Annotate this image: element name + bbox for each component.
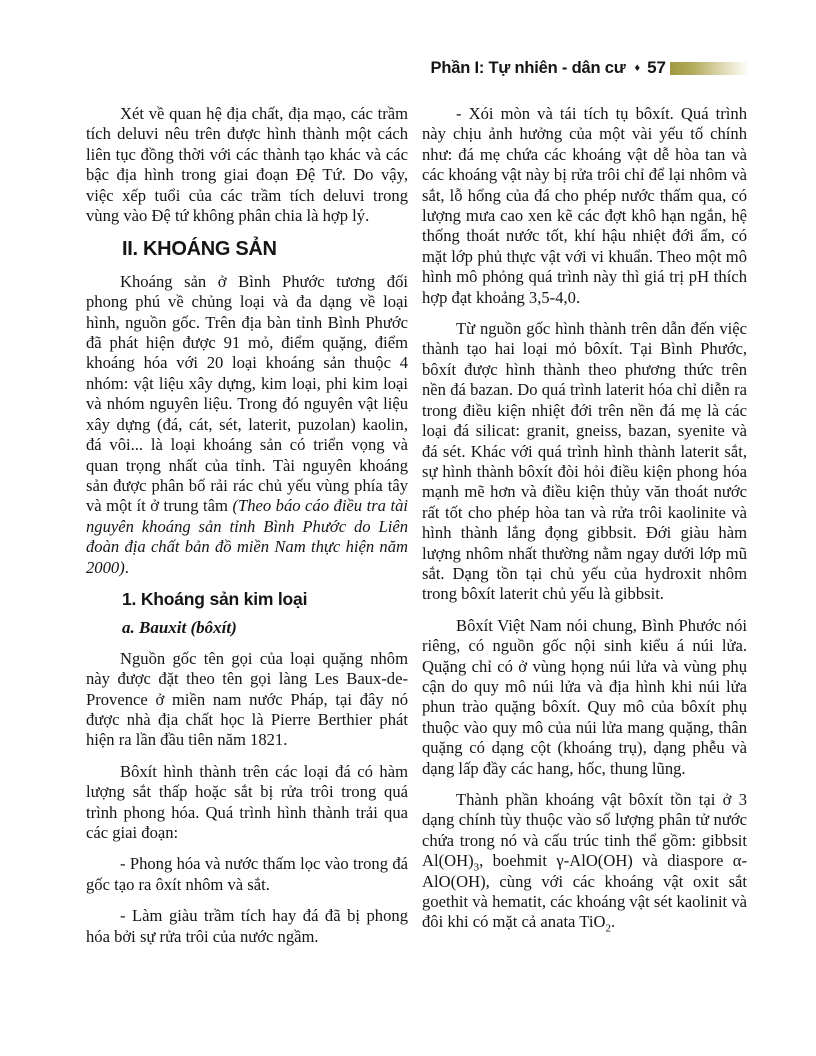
paragraph-bauxite-formation: Bôxít hình thành trên các loại đá có hàm lượng sắt thấp hoặc sắt bị rửa trôi trong quá trình phong hóa. Quá trình hình thành trải qua các giai đoạn:	[86, 761, 408, 842]
item-heading-bauxit: a. Bauxit (bôxít)	[122, 618, 237, 638]
right-column	[422, 104, 747, 958]
paragraph-text-end: .	[124, 557, 129, 577]
paragraph-text-end: .	[610, 912, 616, 932]
paragraph-stage-weathering: - Phong hóa và nước thấm lọc vào trong đá gốc tạo ra ôxít nhôm và sắt.	[86, 854, 408, 894]
subsection-heading-kim-loai: 1. Khoáng sản kim loại	[122, 588, 308, 609]
paragraph-volcanic-origin: Bôxít Việt Nam nói chung, Bình Phước nói riêng, có nguồn gốc nội sinh kiểu á núi lửa. Quặng chỉ có ở vùng họng núi lửa và vùng phụ cận do quy mô núi lửa và địa hình khi núi lửa phun trào quặng bôxít. Quy mô của bôxít phụ thuộc vào quy mô của núi lửa mang quặng, thân quặng có dạng cột (khoáng trụ), dạng phễu và dạng lấp đầy các hang, hốc, thung lũng.	[422, 615, 747, 778]
paragraph-geology: Xét về quan hệ địa chất, địa mạo, các trầm tích deluvi nêu trên được hình thành một cách liên tục đồng thời với các thành tạo khác và các bậc địa hình trong giai đoạn Đệ Tứ. Do vậy, việc xếp tuổi của các trầm tích deluvi trong vùng vào Đệ tứ không phân chia là hợp lý.	[86, 104, 408, 226]
paragraph-stage-enrichment: - Làm giàu trầm tích hay đá đã bị phong hóa bởi sự rửa trôi của nước ngầm.	[86, 906, 408, 946]
left-column	[86, 104, 408, 958]
page-header	[86, 58, 747, 78]
page-number: 57	[647, 58, 666, 77]
paragraph-text: Thành phần khoáng vật bôxít tồn tại ở 3 dạng chính tùy thuộc vào số lượng phân tử nước chứa trong nó và cấu trúc tinh thể gồm: gibbsit Al(OH)	[422, 790, 747, 871]
running-header-title: Phần I: Tự nhiên - dân cư	[430, 58, 626, 77]
section-heading-khoang-san: II. KHOÁNG SẢN	[122, 238, 277, 261]
header-gradient-bar	[670, 62, 747, 75]
paragraph-mineral-composition	[422, 790, 747, 933]
chemical-subscript: 3	[473, 861, 480, 874]
diamond-icon: ♦	[634, 61, 641, 74]
citation-italic: (Theo báo cáo điều tra tài nguyên khoáng sản tỉnh Bình Phước do Liên đoàn địa chất bản đồ miền Nam thực hiện năm 2000)	[86, 496, 408, 577]
paragraph-laterite-formation: Từ nguồn gốc hình thành trên dẫn đến việc thành tạo hai loại mỏ bôxít. Tại Bình Phước, bôxít được hình thành theo phương thức trên nền đá bazan. Do quá trình laterit hóa chỉ diễn ra trong điều kiện nhiệt đới trên nền đá mẹ là các loại đá silicat: granit, gneiss, bazan, syenite và đá sét. Khác với quá trình hình thành laterit sắt, sự hình thành bôxít đòi hỏi điều kiện phong hóa mạnh mẽ hơn và điều kiện thủy văn thoát nước rất tốt cho phép hòa tan và rửa trôi kaolinite và hình thành lắng đọng gibbsit. Đới giàu hàm lượng nhôm nhất thường nằm ngay dưới lớp mũ sắt. Dạng tồn tại chủ yếu của hydroxit nhôm trong bôxít laterit chủ yếu là gibbsit.	[422, 319, 747, 604]
paragraph-text: Khoáng sản ở Bình Phước tương đối phong phú về chủng loại và đa dạng về loại hình, nguồn gốc. Trên địa bàn tỉnh Bình Phước đã phát hiện được 91 mỏ, điểm quặng, điểm khoáng hóa với 20 loại khoáng sản thuộc 4 nhóm: vật liệu xây dựng, kim loại, phi kim loại và nhóm nguyên liệu. Trong đó nguyên vật liệu xây dựng (đá, cát, sét, laterit, puzolan) kaolin, đá vôi... là loại khoáng sản có triển vọng và quan trọng nhất của tỉnh. Tài nguyên khoáng sản được phân bố rải rác chủ yếu vùng phía tây và một ít ở trung tâm	[86, 271, 408, 516]
two-column-body	[86, 104, 747, 958]
paragraph-text: , boehmit γ-AlO(OH) và diaspore α-AlO(OH), cùng với các khoáng vật oxit sắt goethit và hematit, các khoáng vật sét kaolinit và đôi khi có mặt cả anata TiO	[422, 851, 747, 932]
paragraph-overview	[86, 272, 408, 578]
paragraph-stage-erosion: - Xói mòn và tái tích tụ bôxít. Quá trình này chịu ảnh hưởng của một vài yếu tố chính như: đá mẹ chứa các khoáng vật dễ hòa tan và các khoáng vật này bị rửa trôi chỉ để lại nhôm và sắt, lỗ hổng của đá cho phép nước thấm qua, có lượng mưa cao xen kẽ các đợt khô hạn ngắn, hệ thống thoát nước tốt, khí hậu nhiệt đới ẩm, có mặt lớp phủ thực vật với vi khuẩn. Theo một mô hình mô phỏng quá trình này thì giá trị pH thích hợp đạt khoảng 3,5-4,0.	[422, 104, 747, 307]
chemical-subscript: 2	[605, 922, 611, 935]
paragraph-bauxite-name-origin: Nguồn gốc tên gọi của loại quặng nhôm này được đặt theo tên gọi làng Les Baux-de-Provence ở miền nam nước Pháp, tại đây nó được nhà địa chất học là Pierre Berthier phát hiện ra lần đầu tiên năm 1821.	[86, 648, 408, 750]
